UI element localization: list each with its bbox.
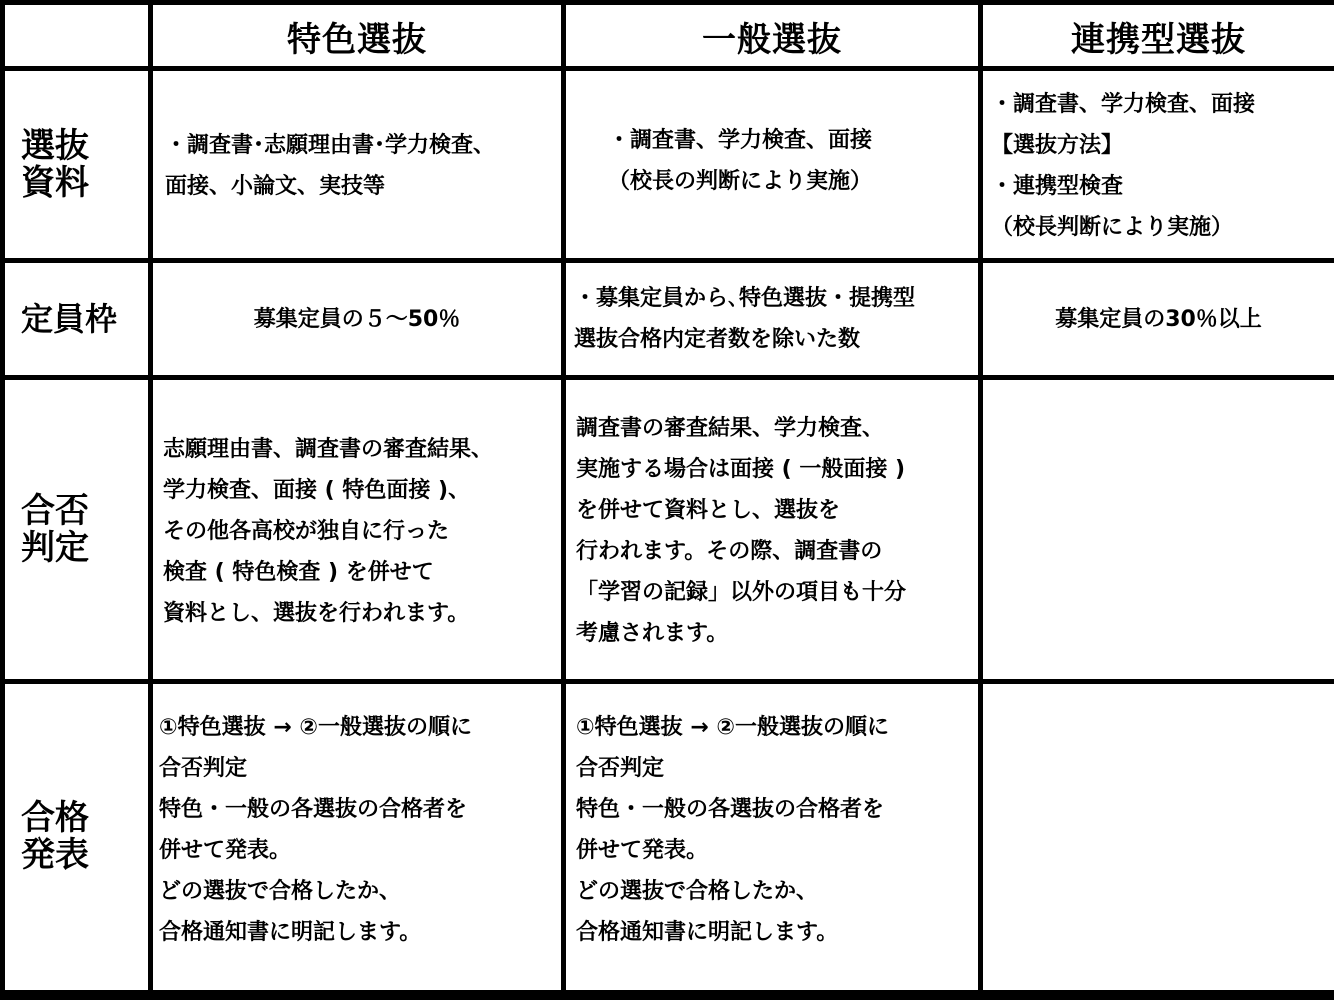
happyo-ippan-line: 併せて発表。 <box>576 838 709 863</box>
happyo-tokushoku-line: 併せて発表。 <box>159 838 292 863</box>
teiin-ippan <box>566 263 978 375</box>
row-label-teiin <box>5 263 148 375</box>
teiin-tokushoku-text: 募集定員の５～50％ <box>253 306 461 332</box>
header-tokushoku: 特色選抜 <box>153 5 561 66</box>
gohi-ippan <box>566 380 978 679</box>
row-label-shiryo-line2: 資料 <box>21 162 89 203</box>
gohi-renkei-empty <box>983 380 1334 679</box>
header-ippan: 一般選抜 <box>566 5 978 66</box>
shiryo-renkei-line: 【選抜方法】 <box>991 133 1124 158</box>
happyo-ippan-line: ①特色選抜 → ②一般選抜の順に <box>576 715 890 740</box>
happyo-ippan-line: どの選抜で合格したか、 <box>576 879 819 904</box>
gohi-ippan-line: 行われます。その際、調査書の <box>576 538 883 564</box>
happyo-tokushoku-line: 特色・一般の各選抜の合格者を <box>159 797 468 822</box>
shiryo-renkei-line: ・調査書、学力検査、面接 <box>991 92 1256 117</box>
teiin-renkei <box>983 263 1334 375</box>
shiryo-tokushoku-line: ・調査書･志願理由書･学力検査、 <box>165 132 496 158</box>
shiryo-ippan-line: （校長の判断により実施） <box>608 168 873 194</box>
gohi-ippan-line: 「学習の記録」以外の項目も十分 <box>576 579 907 605</box>
happyo-ippan-line: 合否判定 <box>576 756 665 781</box>
shiryo-tokushoku-line: 面接、小論文、実技等 <box>165 173 386 199</box>
shiryo-renkei-line: （校長判断により実施） <box>991 215 1234 240</box>
teiin-renkei-text: 募集定員の30％以上 <box>1055 306 1262 332</box>
gohi-tokushoku-line: 検査 ( 特色検査 ) を併せて <box>163 560 434 585</box>
teiin-ippan-line: ・募集定員から､特色選抜・提携型 <box>574 286 916 311</box>
shiryo-renkei <box>983 71 1334 258</box>
shiryo-ippan-line: ・調査書、学力検査、面接 <box>608 127 873 153</box>
row-label-gohi-line2: 判定 <box>21 527 89 568</box>
happyo-tokushoku-line: どの選抜で合格したか、 <box>159 879 402 904</box>
happyo-ippan-line: 特色・一般の各選抜の合格者を <box>576 797 885 822</box>
teiin-tokushoku <box>153 263 561 375</box>
shiryo-renkei-line: ・連携型検査 <box>991 174 1124 199</box>
row-label-shiryo <box>5 71 148 258</box>
teiin-ippan-line: 選抜合格内定者数を除いた数 <box>574 327 861 352</box>
happyo-tokushoku-line: 合否判定 <box>159 756 248 781</box>
gohi-tokushoku-line: その他各高校が独自に行った <box>163 519 450 544</box>
gohi-tokushoku-line: 志願理由書、調査書の審査結果、 <box>163 437 494 462</box>
gohi-ippan-line: 調査書の審査結果、学力検査、 <box>576 415 885 441</box>
row-label-happyo-line1: 合格 <box>21 798 89 839</box>
happyo-tokushoku <box>153 684 561 990</box>
happyo-ippan <box>566 684 978 990</box>
header-renkei: 連携型選抜 <box>983 5 1334 66</box>
row-label-shiryo-line1: 選抜 <box>21 125 89 166</box>
gohi-tokushoku-line: 資料とし、選抜を行われます。 <box>163 601 470 626</box>
gohi-ippan-line: 考慮されます。 <box>576 620 729 646</box>
row-label-happyo-line2: 発表 <box>21 835 89 875</box>
row-label-gohi-line1: 合否 <box>21 490 89 531</box>
shiryo-ippan <box>566 71 978 258</box>
happyo-tokushoku-line: ①特色選抜 → ②一般選抜の順に <box>159 715 473 740</box>
happyo-ippan-line: 合格通知書に明記します。 <box>576 920 839 945</box>
gohi-ippan-line: を併せて資料とし、選抜を <box>576 497 841 523</box>
gohi-ippan-line: 実施する場合は面接 ( 一般面接 ) <box>576 456 906 482</box>
row-label-happyo <box>5 684 148 990</box>
gohi-tokushoku-line: 学力検査、面接 ( 特色面接 )、 <box>163 478 471 503</box>
row-label-gohi <box>5 380 148 679</box>
happyo-tokushoku-line: 合格通知書に明記します。 <box>159 920 422 945</box>
corner-cell <box>5 5 148 66</box>
shiryo-tokushoku <box>153 71 561 258</box>
gohi-tokushoku <box>153 380 561 679</box>
row-label-teiin-text: 定員枠 <box>21 299 118 338</box>
happyo-renkei-empty <box>983 684 1334 990</box>
